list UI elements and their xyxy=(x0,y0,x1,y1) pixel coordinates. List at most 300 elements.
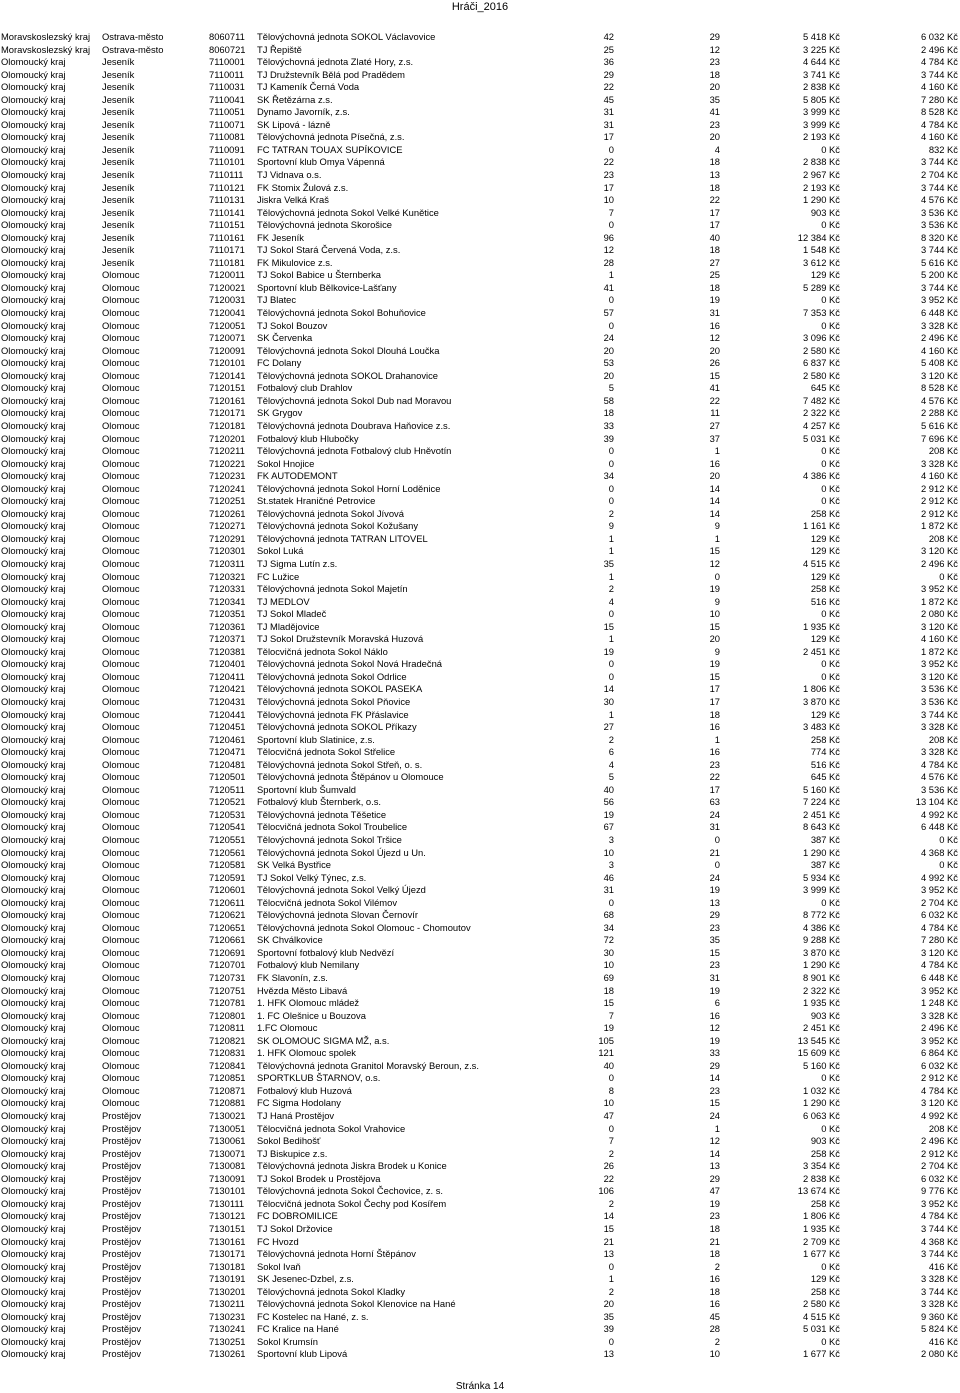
cell-district: Jeseník xyxy=(102,131,135,143)
cell-amount-b: 2 912 Kč xyxy=(920,507,958,519)
cell-count-a: 96 xyxy=(603,231,614,243)
cell-club-id: 7120161 xyxy=(209,394,246,406)
cell-club-id: 7120201 xyxy=(209,432,246,444)
cell-amount-b: 2 912 Kč xyxy=(920,482,958,494)
cell-count-b: 16 xyxy=(709,1298,720,1310)
cell-amount-b: 3 744 Kč xyxy=(920,708,958,720)
table-row xyxy=(0,31,960,44)
cell-region: Olomoucký kraj xyxy=(1,695,66,707)
cell-count-b: 29 xyxy=(709,31,720,42)
table-row xyxy=(0,533,960,546)
cell-club-name: Tělovýchovná jednota Skorošice xyxy=(257,219,392,231)
table-row xyxy=(0,709,960,722)
cell-count-a: 7 xyxy=(608,206,614,218)
cell-club-name: FK Mikulovice z.s. xyxy=(257,256,333,268)
cell-district: Olomouc xyxy=(102,369,140,381)
cell-club-name: FK AUTODEMONT xyxy=(257,470,338,482)
cell-count-a: 15 xyxy=(603,620,614,632)
cell-amount-b: 5 200 Kč xyxy=(920,269,958,281)
table-row xyxy=(0,69,960,82)
table-row xyxy=(0,131,960,144)
cell-amount-b: 6 032 Kč xyxy=(920,909,958,921)
cell-amount-a: 129 Kč xyxy=(810,708,840,720)
cell-club-id: 7120521 xyxy=(209,796,246,808)
cell-club-name: TJ Haná Prostějov xyxy=(257,1110,335,1122)
cell-amount-a: 129 Kč xyxy=(810,545,840,557)
cell-count-b: 20 xyxy=(709,81,720,93)
cell-count-a: 14 xyxy=(603,683,614,695)
cell-count-a: 0 xyxy=(608,670,614,682)
cell-count-a: 0 xyxy=(608,658,614,670)
cell-club-name: SK Velká Bystřice xyxy=(257,859,331,871)
cell-region: Olomoucký kraj xyxy=(1,1197,66,1209)
cell-amount-b: 3 120 Kč xyxy=(920,946,958,958)
cell-amount-b: 208 Kč xyxy=(928,445,958,457)
cell-club-name: TJ Blatec xyxy=(257,294,297,306)
cell-club-id: 7130201 xyxy=(209,1285,246,1297)
cell-count-b: 41 xyxy=(709,382,720,394)
cell-amount-b: 3 120 Kč xyxy=(920,1097,958,1109)
cell-amount-b: 4 160 Kč xyxy=(920,633,958,645)
cell-count-a: 30 xyxy=(603,695,614,707)
cell-amount-a: 903 Kč xyxy=(810,1009,840,1021)
cell-district: Jeseník xyxy=(102,219,135,231)
cell-district: Olomouc xyxy=(102,658,140,670)
cell-district: Ostrava-město xyxy=(102,31,164,42)
cell-amount-b: 4 784 Kč xyxy=(920,959,958,971)
cell-district: Olomouc xyxy=(102,733,140,745)
cell-amount-b: 4 992 Kč xyxy=(920,871,958,883)
cell-count-a: 1 xyxy=(608,532,614,544)
cell-count-a: 42 xyxy=(603,31,614,42)
cell-club-name: FC Hvozd xyxy=(257,1235,299,1247)
cell-club-name: Tělocvičná jednota Sokol Náklo xyxy=(257,645,388,657)
cell-count-a: 5 xyxy=(608,771,614,783)
cell-region: Olomoucký kraj xyxy=(1,244,66,256)
cell-region: Olomoucký kraj xyxy=(1,570,66,582)
cell-amount-a: 1 806 Kč xyxy=(802,683,840,695)
cell-club-id: 7120781 xyxy=(209,997,246,1009)
cell-count-b: 47 xyxy=(709,1185,720,1197)
cell-count-b: 12 xyxy=(709,1135,720,1147)
cell-count-a: 39 xyxy=(603,432,614,444)
cell-club-name: Sportovní klub Šumvald xyxy=(257,783,357,795)
cell-count-b: 19 xyxy=(709,984,720,996)
cell-count-b: 1 xyxy=(714,532,720,544)
table-row xyxy=(0,859,960,872)
cell-club-id: 8060711 xyxy=(209,31,245,42)
cell-district: Olomouc xyxy=(102,307,140,319)
cell-district: Prostějov xyxy=(102,1260,142,1272)
cell-region: Olomoucký kraj xyxy=(1,507,66,519)
cell-count-b: 28 xyxy=(709,1323,720,1335)
cell-count-a: 19 xyxy=(603,1022,614,1034)
cell-amount-a: 1 290 Kč xyxy=(802,846,840,858)
cell-region: Olomoucký kraj xyxy=(1,1047,66,1059)
cell-count-b: 15 xyxy=(709,670,720,682)
cell-count-b: 1 xyxy=(714,1122,720,1134)
cell-count-a: 25 xyxy=(603,43,614,55)
cell-amount-a: 2 322 Kč xyxy=(802,984,840,996)
cell-amount-a: 4 644 Kč xyxy=(802,56,840,68)
cell-district: Olomouc xyxy=(102,921,140,933)
cell-amount-a: 2 322 Kč xyxy=(802,407,840,419)
table-row xyxy=(0,345,960,358)
cell-count-a: 29 xyxy=(603,68,614,80)
cell-region: Olomoucký kraj xyxy=(1,1335,66,1347)
cell-amount-a: 1 806 Kč xyxy=(802,1210,840,1222)
cell-count-b: 19 xyxy=(709,583,720,595)
table-row xyxy=(0,194,960,207)
cell-region: Olomoucký kraj xyxy=(1,733,66,745)
cell-count-b: 19 xyxy=(709,1034,720,1046)
cell-amount-b: 3 328 Kč xyxy=(920,319,958,331)
table-row xyxy=(0,257,960,270)
cell-district: Prostějov xyxy=(102,1310,142,1322)
cell-count-b: 14 xyxy=(709,1147,720,1159)
table-row xyxy=(0,671,960,684)
cell-count-a: 2 xyxy=(608,1147,614,1159)
cell-count-b: 20 xyxy=(709,131,720,143)
cell-club-id: 7120801 xyxy=(209,1009,246,1021)
cell-count-b: 9 xyxy=(714,520,720,532)
cell-count-a: 0 xyxy=(608,896,614,908)
cell-amount-b: 2 912 Kč xyxy=(920,1072,958,1084)
cell-district: Prostějov xyxy=(102,1210,142,1222)
cell-count-b: 12 xyxy=(709,557,720,569)
cell-club-name: Tělovýchovná jednota Doubrava Haňovice z.s. xyxy=(257,419,451,431)
cell-count-b: 15 xyxy=(709,369,720,381)
cell-district: Olomouc xyxy=(102,771,140,783)
cell-amount-a: 1 290 Kč xyxy=(802,959,840,971)
cell-club-id: 7110031 xyxy=(209,81,245,93)
table-row xyxy=(0,1185,960,1198)
cell-amount-a: 2 193 Kč xyxy=(802,131,840,143)
cell-count-a: 21 xyxy=(603,1235,614,1247)
table-row xyxy=(0,784,960,797)
cell-region: Olomoucký kraj xyxy=(1,1084,66,1096)
cell-district: Jeseník xyxy=(102,194,135,206)
cell-club-name: Tělovýchovná jednota Slovan Černovír xyxy=(257,909,419,921)
table-row xyxy=(0,320,960,333)
cell-region: Olomoucký kraj xyxy=(1,796,66,808)
table-row xyxy=(0,1210,960,1223)
cell-amount-a: 4 386 Kč xyxy=(802,921,840,933)
cell-district: Olomouc xyxy=(102,495,140,507)
cell-amount-a: 3 612 Kč xyxy=(802,256,840,268)
cell-club-name: FK Slavonín, z.s. xyxy=(257,972,328,984)
cell-club-id: 7120181 xyxy=(209,419,246,431)
cell-region: Olomoucký kraj xyxy=(1,131,66,143)
cell-amount-a: 3 741 Kč xyxy=(802,68,840,80)
cell-club-id: 7130101 xyxy=(209,1185,246,1197)
cell-amount-b: 4 784 Kč xyxy=(920,921,958,933)
cell-count-a: 72 xyxy=(603,934,614,946)
cell-district: Prostějov xyxy=(102,1348,142,1360)
cell-amount-b: 2 704 Kč xyxy=(920,169,958,181)
cell-region: Moravskoslezský kraj xyxy=(1,31,91,42)
cell-club-name: Tělovýchovná jednota Sokol Odrlice xyxy=(257,670,407,682)
cell-district: Jeseník xyxy=(102,181,135,193)
cell-amount-a: 13 674 Kč xyxy=(797,1185,840,1197)
cell-club-id: 7120271 xyxy=(209,520,246,532)
cell-amount-b: 3 328 Kč xyxy=(920,721,958,733)
cell-amount-a: 0 Kč xyxy=(821,1335,840,1347)
cell-region: Olomoucký kraj xyxy=(1,1059,66,1071)
cell-count-b: 14 xyxy=(709,495,720,507)
cell-amount-a: 2 580 Kč xyxy=(802,344,840,356)
cell-region: Olomoucký kraj xyxy=(1,771,66,783)
cell-district: Olomouc xyxy=(102,1034,140,1046)
table-row xyxy=(0,307,960,320)
cell-region: Olomoucký kraj xyxy=(1,532,66,544)
cell-amount-b: 4 160 Kč xyxy=(920,470,958,482)
cell-club-id: 7120051 xyxy=(209,319,246,331)
cell-district: Olomouc xyxy=(102,570,140,582)
table-row xyxy=(0,169,960,182)
cell-club-id: 7110111 xyxy=(209,169,244,181)
cell-amount-b: 7 696 Kč xyxy=(920,432,958,444)
cell-amount-a: 0 Kč xyxy=(821,1072,840,1084)
cell-district: Olomouc xyxy=(102,294,140,306)
cell-count-b: 31 xyxy=(709,307,720,319)
cell-amount-b: 208 Kč xyxy=(928,733,958,745)
cell-region: Olomoucký kraj xyxy=(1,118,66,130)
cell-count-b: 31 xyxy=(709,972,720,984)
table-row xyxy=(0,119,960,132)
cell-district: Jeseník xyxy=(102,118,135,130)
cell-club-name: TJ Sokol Velký Týnec, z.s. xyxy=(257,871,367,883)
cell-amount-a: 0 Kč xyxy=(821,445,840,457)
cell-amount-b: 4 784 Kč xyxy=(920,1084,958,1096)
cell-count-b: 9 xyxy=(714,645,720,657)
cell-club-id: 7130181 xyxy=(209,1260,246,1272)
cell-club-name: Tělovýchovná jednota SOKOL PASEKA xyxy=(257,683,423,695)
cell-club-name: Tělovýchovná jednota Jiskra Brodek u Konice xyxy=(257,1160,447,1172)
cell-region: Olomoucký kraj xyxy=(1,470,66,482)
cell-count-b: 26 xyxy=(709,357,720,369)
table-row xyxy=(0,420,960,433)
table-row xyxy=(0,1298,960,1311)
table-row xyxy=(0,558,960,571)
cell-club-id: 7120611 xyxy=(209,896,245,908)
table-row xyxy=(0,985,960,998)
cell-region: Olomoucký kraj xyxy=(1,670,66,682)
cell-amount-b: 3 328 Kč xyxy=(920,1298,958,1310)
cell-club-name: SPORTKLUB ŠTARNOV, o.s. xyxy=(257,1072,381,1084)
cell-amount-b: 5 616 Kč xyxy=(920,256,958,268)
cell-region: Olomoucký kraj xyxy=(1,884,66,896)
table-row xyxy=(0,759,960,772)
cell-club-name: 1. FC Olešnice u Bouzova xyxy=(257,1009,366,1021)
cell-district: Prostějov xyxy=(102,1160,142,1172)
cell-club-name: TJ Sokol Družstevník Moravská Huzová xyxy=(257,633,424,645)
cell-count-a: 30 xyxy=(603,946,614,958)
cell-district: Olomouc xyxy=(102,445,140,457)
table-row xyxy=(0,182,960,195)
cell-amount-a: 258 Kč xyxy=(810,583,840,595)
cell-count-a: 18 xyxy=(603,984,614,996)
cell-region: Olomoucký kraj xyxy=(1,407,66,419)
cell-district: Olomouc xyxy=(102,319,140,331)
cell-count-a: 15 xyxy=(603,997,614,1009)
table-row xyxy=(0,658,960,671)
cell-club-id: 7120031 xyxy=(209,294,246,306)
cell-club-id: 7130051 xyxy=(209,1122,246,1134)
cell-amount-b: 416 Kč xyxy=(928,1260,958,1272)
cell-region: Olomoucký kraj xyxy=(1,432,66,444)
cell-club-name: Fotbalový klub Hlubočky xyxy=(257,432,359,444)
cell-district: Prostějov xyxy=(102,1222,142,1234)
cell-amount-a: 5 805 Kč xyxy=(802,93,840,105)
cell-club-id: 7130091 xyxy=(209,1172,246,1184)
cell-club-name: Tělovýchovná jednota Sokol Újezd u Un. xyxy=(257,846,426,858)
cell-club-id: 7110161 xyxy=(209,231,245,243)
cell-amount-a: 3 999 Kč xyxy=(802,118,840,130)
cell-club-name: SK Řetězárna z.s. xyxy=(257,93,333,105)
cell-district: Olomouc xyxy=(102,758,140,770)
cell-amount-a: 8 643 Kč xyxy=(802,821,840,833)
cell-count-b: 19 xyxy=(709,884,720,896)
cell-amount-a: 0 Kč xyxy=(821,608,840,620)
cell-region: Olomoucký kraj xyxy=(1,758,66,770)
cell-region: Olomoucký kraj xyxy=(1,557,66,569)
cell-club-id: 7130151 xyxy=(209,1222,246,1234)
cell-count-a: 18 xyxy=(603,407,614,419)
cell-district: Olomouc xyxy=(102,1084,140,1096)
cell-count-b: 6 xyxy=(714,997,720,1009)
cell-region: Olomoucký kraj xyxy=(1,495,66,507)
table-row xyxy=(0,721,960,734)
cell-count-a: 46 xyxy=(603,871,614,883)
cell-club-name: FC Dolany xyxy=(257,357,302,369)
cell-amount-b: 208 Kč xyxy=(928,1122,958,1134)
cell-count-a: 10 xyxy=(603,1097,614,1109)
cell-amount-b: 4 784 Kč xyxy=(920,1210,958,1222)
cell-count-b: 10 xyxy=(709,608,720,620)
cell-region: Olomoucký kraj xyxy=(1,281,66,293)
cell-region: Olomoucký kraj xyxy=(1,219,66,231)
cell-club-name: Tělovýchovná jednota Sokol Čechovice, z. s. xyxy=(257,1185,444,1197)
cell-amount-b: 3 952 Kč xyxy=(920,1034,958,1046)
cell-district: Ostrava-město xyxy=(102,43,164,55)
cell-district: Olomouc xyxy=(102,796,140,808)
cell-region: Olomoucký kraj xyxy=(1,1248,66,1260)
cell-amount-a: 258 Kč xyxy=(810,1285,840,1297)
cell-region: Olomoucký kraj xyxy=(1,608,66,620)
cell-count-b: 20 xyxy=(709,470,720,482)
cell-club-name: TJ Řepiště xyxy=(257,43,302,55)
cell-club-name: FC Kostelec na Hané, z. s. xyxy=(257,1310,369,1322)
document-title: Hráči_2016 xyxy=(451,1,509,13)
cell-club-id: 7120261 xyxy=(209,507,246,519)
cell-region: Olomoucký kraj xyxy=(1,520,66,532)
cell-club-name: Tělovýchovná jednota Sokol Nová Hradečná xyxy=(257,658,443,670)
cell-region: Olomoucký kraj xyxy=(1,382,66,394)
cell-amount-b: 6 448 Kč xyxy=(920,821,958,833)
cell-region: Olomoucký kraj xyxy=(1,821,66,833)
cell-count-a: 4 xyxy=(608,595,614,607)
cell-amount-b: 0 Kč xyxy=(939,834,958,845)
cell-club-id: 7120341 xyxy=(209,595,246,607)
cell-amount-a: 15 609 Kč xyxy=(797,1047,840,1059)
cell-count-b: 23 xyxy=(709,921,720,933)
cell-amount-a: 645 Kč xyxy=(810,771,840,783)
cell-amount-a: 1 935 Kč xyxy=(802,997,840,1009)
cell-count-b: 18 xyxy=(709,68,720,80)
cell-amount-a: 1 935 Kč xyxy=(802,1222,840,1234)
table-row xyxy=(0,332,960,345)
cell-club-name: Hvězda Město Libavá xyxy=(257,984,348,996)
cell-district: Olomouc xyxy=(102,633,140,645)
cell-region: Olomoucký kraj xyxy=(1,1122,66,1134)
cell-count-a: 10 xyxy=(603,846,614,858)
cell-club-id: 7120651 xyxy=(209,921,246,933)
cell-amount-a: 1 548 Kč xyxy=(802,244,840,256)
cell-count-b: 0 xyxy=(714,834,720,845)
cell-count-a: 9 xyxy=(608,520,614,532)
cell-count-b: 35 xyxy=(709,934,720,946)
cell-count-a: 2 xyxy=(608,1285,614,1297)
cell-region: Olomoucký kraj xyxy=(1,997,66,1009)
cell-count-a: 57 xyxy=(603,307,614,319)
table-row xyxy=(0,646,960,659)
cell-club-name: Sportovní klub Bělkovice-Lašťany xyxy=(257,281,397,293)
cell-club-name: Tělovýchovná jednota Sokol Dlouhá Loučka xyxy=(257,344,440,356)
cell-region: Olomoucký kraj xyxy=(1,1034,66,1046)
cell-amount-b: 3 328 Kč xyxy=(920,457,958,469)
cell-district: Olomouc xyxy=(102,959,140,971)
cell-region: Olomoucký kraj xyxy=(1,319,66,331)
cell-club-name: FC DOBROMILICE xyxy=(257,1210,338,1222)
table-row xyxy=(0,1261,960,1274)
cell-amount-a: 129 Kč xyxy=(810,269,840,281)
cell-amount-b: 9 776 Kč xyxy=(920,1185,958,1197)
cell-amount-b: 2 496 Kč xyxy=(920,1022,958,1034)
cell-count-a: 0 xyxy=(608,445,614,457)
cell-amount-b: 4 576 Kč xyxy=(920,394,958,406)
cell-amount-b: 13 104 Kč xyxy=(915,796,958,808)
cell-district: Olomouc xyxy=(102,357,140,369)
cell-amount-a: 4 257 Kč xyxy=(802,419,840,431)
cell-count-a: 3 xyxy=(608,834,614,845)
cell-count-b: 0 xyxy=(714,570,720,582)
cell-amount-b: 3 328 Kč xyxy=(920,1009,958,1021)
cell-amount-b: 208 Kč xyxy=(928,532,958,544)
cell-count-a: 0 xyxy=(608,1260,614,1272)
cell-club-id: 7120141 xyxy=(209,369,246,381)
cell-region: Olomoucký kraj xyxy=(1,959,66,971)
cell-amount-a: 0 Kč xyxy=(821,143,840,155)
table-row xyxy=(0,959,960,972)
table-row xyxy=(0,232,960,245)
cell-amount-a: 0 Kč xyxy=(821,219,840,231)
cell-district: Olomouc xyxy=(102,281,140,293)
cell-district: Prostějov xyxy=(102,1235,142,1247)
cell-club-id: 7120231 xyxy=(209,470,246,482)
cell-amount-b: 4 784 Kč xyxy=(920,118,958,130)
cell-region: Olomoucký kraj xyxy=(1,68,66,80)
cell-region: Olomoucký kraj xyxy=(1,1310,66,1322)
cell-count-a: 0 xyxy=(608,608,614,620)
table-row xyxy=(0,1035,960,1048)
cell-amount-a: 3 999 Kč xyxy=(802,884,840,896)
cell-district: Olomouc xyxy=(102,470,140,482)
cell-region: Olomoucký kraj xyxy=(1,984,66,996)
table-row xyxy=(0,1110,960,1123)
cell-region: Olomoucký kraj xyxy=(1,783,66,795)
cell-count-a: 105 xyxy=(598,1034,614,1046)
